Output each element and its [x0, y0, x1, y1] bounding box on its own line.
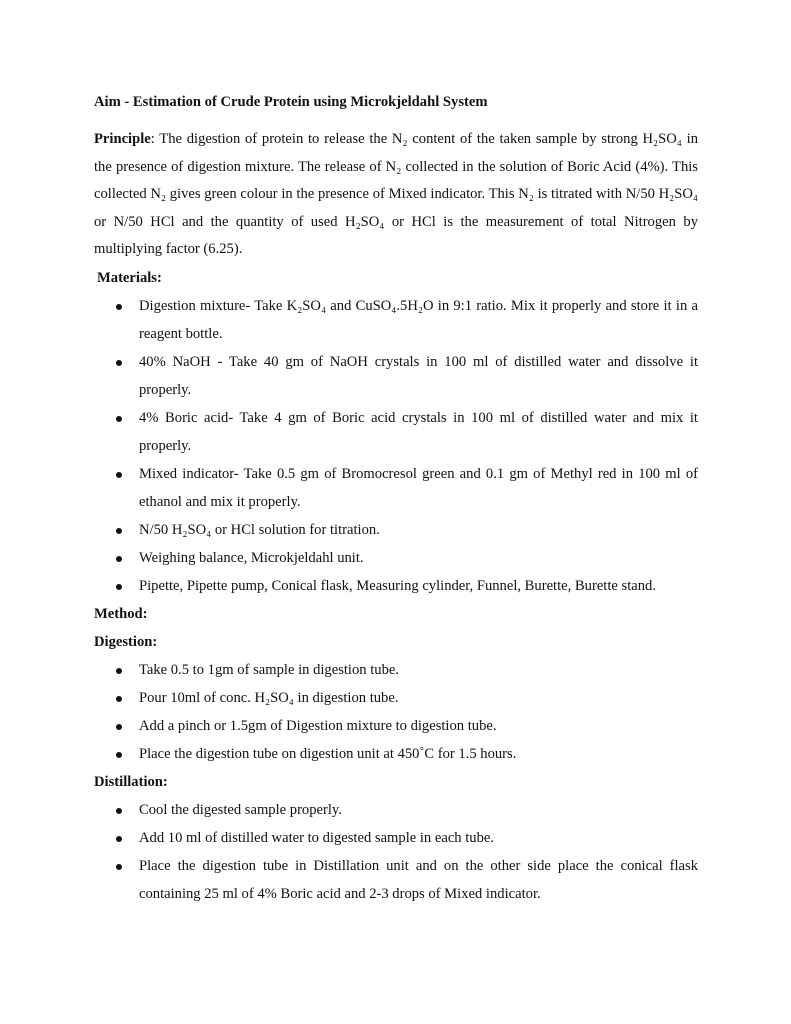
bullet-icon: [116, 556, 122, 562]
list-item: [94, 404, 698, 460]
list-item: [94, 796, 698, 824]
list-item-text: Digestion mixture- Take K₂SO₄ and CuSO₄.5H₂O in 9:1 ratio. Mix it properly and store it in a reagent bottle.: [139, 297, 698, 342]
bullet-icon: [116, 528, 122, 534]
aim-line: [94, 92, 698, 112]
bullet-icon: [116, 752, 122, 758]
bullet-icon: [116, 836, 122, 842]
principle-text: : The digestion of protein to release the N₂ content of the taken sample by strong H₂SO₄ in the presence of digestion mixture. The release of N₂ collected in the solution of Boric Acid (4%). This collected N₂ gives green colour in the presence of Mixed indicator. This N₂ is titrated with N/50 H₂SO₄ or N/50 HCl and the quantity of used H₂SO₄ or HCl is the measurement of total Nitrogen by multiplying factor (6.25).: [94, 131, 698, 258]
list-item: [94, 740, 698, 768]
list-item: [94, 572, 698, 600]
list-item-text: Add a pinch or 1.5gm of Digestion mixture to digestion tube.: [139, 717, 497, 734]
list-item-text: 40% NaOH - Take 40 gm of NaOH crystals in 100 ml of distilled water and dissolve it properly.: [139, 353, 698, 398]
list-item-text: Place the digestion tube in Distillation unit and on the other side place the conical flask containing 25 ml of 4% Boric acid and 2-3 drops of Mixed indicator.: [139, 857, 698, 902]
list-item: [94, 656, 698, 684]
bullet-icon: [116, 668, 122, 674]
list-item: [94, 348, 698, 404]
aim-text: - Estimation of Crude Protein using Microkjeldahl System: [120, 94, 488, 110]
list-item-text: 4% Boric acid- Take 4 gm of Boric acid crystals in 100 ml of distilled water and mix it properly.: [139, 409, 698, 454]
list-item: [94, 544, 698, 572]
bullet-icon: [116, 808, 122, 814]
list-item-text: Add 10 ml of distilled water to digested sample in each tube.: [139, 829, 495, 846]
materials-list: [94, 292, 698, 600]
principle-paragraph: [94, 126, 698, 264]
method-heading: Method:: [94, 605, 148, 622]
list-item-text: Weighing balance, Microkjeldahl unit.: [139, 549, 364, 566]
list-item-text: Pour 10ml of conc. H₂SO₄ in digestion tube.: [139, 689, 399, 706]
bullet-icon: [116, 696, 122, 702]
materials-heading: Materials:: [97, 269, 162, 286]
list-item: [94, 292, 698, 348]
list-item-text: Cool the digested sample properly.: [139, 801, 342, 818]
list-item: [94, 852, 698, 908]
list-item: [94, 684, 698, 712]
bullet-icon: [116, 584, 122, 590]
digestion-heading: Digestion:: [94, 633, 158, 650]
list-item-text: N/50 H₂SO₄ or HCl solution for titration.: [139, 521, 380, 538]
list-item-text: Place the digestion tube on digestion unit at 450˚C for 1.5 hours.: [139, 745, 517, 762]
digestion-list: [94, 656, 698, 768]
list-item-text: Mixed indicator- Take 0.5 gm of Bromocresol green and 0.1 gm of Methyl red in 100 ml of ethanol and mix it properly.: [139, 465, 698, 510]
bullet-icon: [116, 864, 122, 870]
list-item-text: Pipette, Pipette pump, Conical flask, Measuring cylinder, Funnel, Burette, Burette stand.: [139, 577, 656, 594]
bullet-icon: [116, 472, 122, 478]
bullet-icon: [116, 304, 122, 310]
aim-label: Aim: [94, 94, 121, 110]
list-item: [94, 712, 698, 740]
list-item: [94, 824, 698, 852]
bullet-icon: [116, 360, 122, 366]
document-body: [94, 92, 698, 908]
distillation-list: [94, 796, 698, 908]
principle-label: Principle: [94, 131, 151, 147]
list-item-text: Take 0.5 to 1gm of sample in digestion tube.: [139, 661, 400, 678]
list-item: [94, 516, 698, 544]
bullet-icon: [116, 724, 122, 730]
distillation-heading: Distillation:: [94, 773, 168, 790]
bullet-icon: [116, 416, 122, 422]
list-item: [94, 460, 698, 516]
